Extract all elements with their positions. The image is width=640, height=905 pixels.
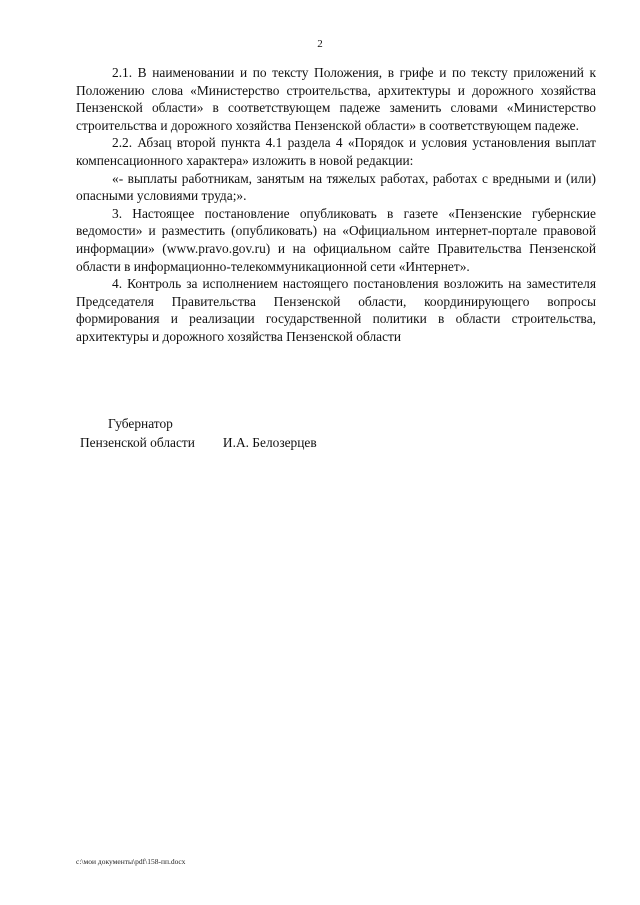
paragraph-4: 4. Контроль за исполнением настоящего постановления возложить на заместителя Председателя Правительства Пензенской области, координирующего вопросы формирования и реализации государственной политики в области строительства, архитектуры и дорожного хозяйства Пензенской области (76, 276, 596, 344)
paragraph-2-2: 2.2. Абзац второй пункта 4.1 раздела 4 «Порядок и условия установления выплат компенсационного характера» изложить в новой редакции: (76, 135, 596, 168)
signatory-title-line2: Пензенской области (80, 435, 195, 450)
page-number: 2 (317, 38, 323, 50)
paragraph-2-1: 2.1. В наименовании и по тексту Положения, в грифе и по тексту приложений к Положению слова «Министерство строительства, архитектуры и дорожного хозяйства Пензенской области» в соответствующем падеже заменить словами «Министерство строительства и дорожного хозяйства Пензенской области» в соответствующем падеже. (76, 65, 596, 133)
signature-row (80, 433, 317, 452)
paragraph-2-2-quote: «- выплаты работникам, занятым на тяжелых работах, работах с вредными и (или) опасными условиями труда;». (76, 170, 596, 204)
document-body (76, 64, 596, 346)
signature-block (80, 414, 317, 452)
paragraph-3: 3. Настоящее постановление опубликовать в газете «Пензенские губернские ведомости» и разместить (опубликовать) на «Официальном интернет-портале правовой информации» (www.pravo.gov.ru) и на официальном сайте Правительства Пензенской области в информационно-телекоммуникационной сети «Интернет». (76, 205, 596, 274)
signatory-title-line1: Губернатор (108, 416, 173, 431)
signatory-name: И.А. Белозерцев (222, 435, 317, 450)
footer-file-path: c:\мои документы\pdf\158-пп.docx (76, 857, 186, 866)
